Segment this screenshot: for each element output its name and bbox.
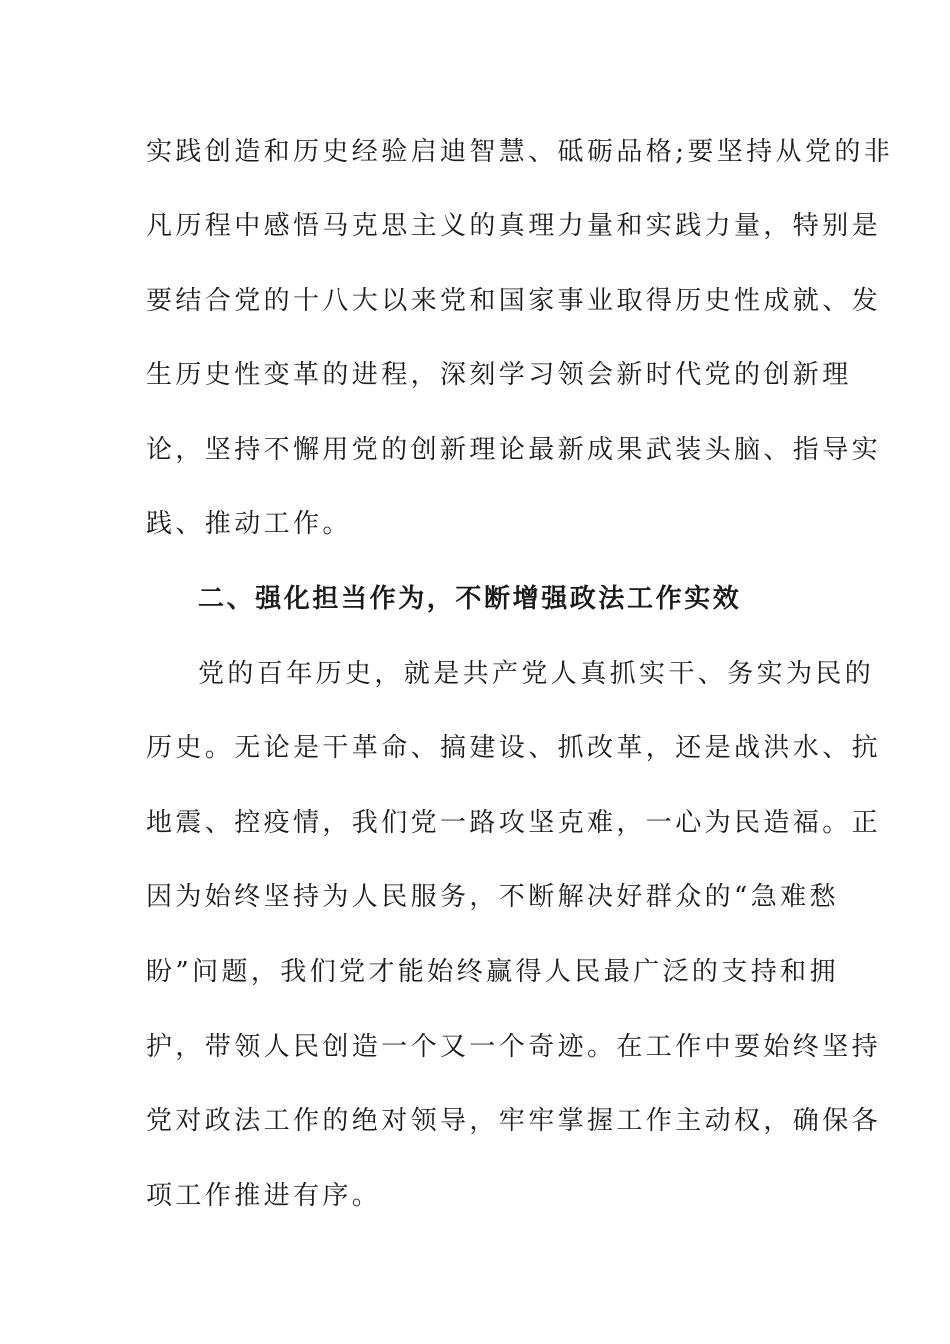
text-line: 践、推动工作。 [146,509,352,539]
text-line: 护，带领人民创造一个又一个奇迹。在工作中要始终坚持 [146,1032,882,1062]
text-line: 党对政法工作的绝对领导，牢牢掌握工作主动权，确保各 [146,1106,882,1136]
text-line: 论，坚持不懈用党的创新理论最新成果武装头脑、指导实 [146,435,882,465]
text-line: 盼”问题，我们党才能始终赢得人民最广泛的支持和拥 [146,957,839,987]
text-line: 因为始终坚持为人民服务，不断解决好群众的“急难愁 [146,882,839,912]
text-line: 要结合党的十八大以来党和国家事业取得历史性成就、发 [146,286,882,316]
text-line: 生历史性变革的进程，深刻学习领会新时代党的创新理 [146,360,852,390]
text-line: 党的百年历史，就是共产党人真抓实干、务实为民的 [198,659,875,689]
text-line: 项工作推进有序。 [146,1181,382,1211]
text-line: 凡历程中感悟马克思主义的真理力量和实践力量，特别是 [146,211,882,241]
text-line: 实践创造和历史经验启迪智慧、砥砺品格;要坚持从党的非 [146,137,894,167]
text-line: 地震、控疫情，我们党一路攻坚克难，一心为民造福。正 [146,808,882,838]
section-heading: 二、强化担当作为，不断增强政法工作实效 [198,584,742,614]
text-line: 历史。无论是干革命、搞建设、抓改革，还是战洪水、抗 [146,733,882,763]
